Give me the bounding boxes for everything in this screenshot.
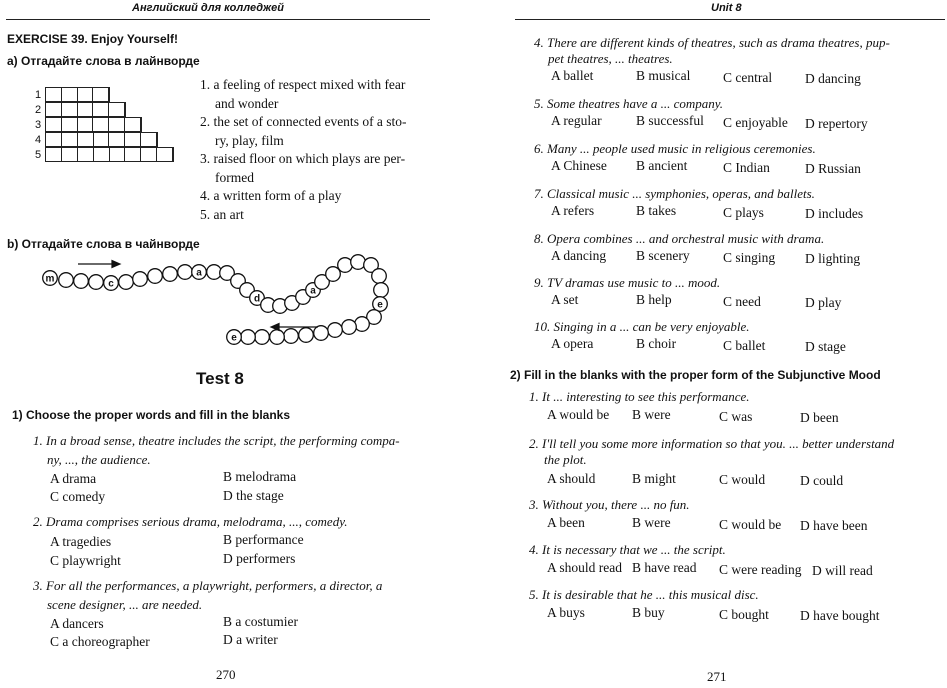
option: C playwright	[50, 553, 121, 568]
question-text: pet theatres, ... theatres.	[548, 51, 673, 66]
question-text: scene designer, ... are needed.	[47, 597, 203, 612]
option: D play	[805, 295, 842, 310]
grid-row-1	[45, 87, 110, 102]
option: C comedy	[50, 489, 106, 504]
option: C plays	[723, 205, 764, 220]
question-text: 7. Classical music ... symphonies, operas, and ballets.	[534, 186, 815, 201]
chain-bead	[255, 330, 270, 345]
option: A should	[547, 471, 596, 486]
option: B melodrama	[223, 469, 297, 484]
clue-line: 2. the set of connected events of a sto-	[200, 114, 407, 129]
chain-bead	[338, 258, 353, 273]
question-text: 1. In a broad sense, theatre includes the script, the performing compa-	[33, 433, 400, 448]
clue-line: 1. a feeling of respect mixed with fear	[200, 77, 406, 92]
grid-row-number: 1	[35, 89, 42, 101]
question-text: 8. Opera combines ... and orchestral music with drama.	[534, 231, 825, 246]
page-number: 270	[216, 667, 236, 682]
section2-title: 2) Fill in the blanks with the proper form of the Subjunctive Mood	[510, 368, 881, 382]
question-text: 3. For all the performances, a playwright, performers, a director, a	[33, 578, 383, 593]
option: C central	[723, 70, 773, 85]
chain-bead	[270, 330, 285, 345]
chain-bead	[314, 326, 329, 341]
option: C ballet	[723, 338, 766, 353]
part-b-title: b) Отгадайте слова в чайнворде	[7, 237, 200, 251]
chain-letter: a	[196, 267, 202, 279]
left-page	[0, 0, 470, 688]
option: A opera	[551, 336, 594, 351]
option: A dancing	[551, 248, 607, 263]
grid-row-5	[45, 147, 174, 162]
option: D dancing	[805, 71, 861, 86]
option: C would be	[719, 517, 782, 532]
question-text: 2. Drama comprises serious drama, melodrama, ..., comedy.	[33, 514, 348, 529]
option: B ancient	[636, 158, 688, 173]
right-page	[477, 0, 947, 688]
chain-bead	[351, 255, 366, 270]
option: C need	[723, 294, 761, 309]
page-number: 271	[707, 669, 727, 684]
option: B performance	[223, 532, 304, 547]
option: A Chinese	[551, 158, 607, 173]
clue-line: 5. an art	[200, 206, 244, 222]
option: C was	[719, 409, 753, 424]
option: B musical	[636, 68, 691, 83]
option: A tragedies	[50, 534, 112, 549]
option: C bought	[719, 607, 769, 622]
chain-bead	[284, 329, 299, 344]
question-text: 2. I'll tell you some more information so that you. ... better understand	[529, 436, 895, 451]
option: C enjoyable	[723, 115, 788, 130]
grid-row-number: 3	[35, 119, 42, 131]
clue-line: formed	[215, 169, 254, 185]
question-text: 4. It is necessary that we ... the script.	[529, 542, 726, 557]
option: B were	[632, 515, 671, 530]
option: B might	[632, 471, 676, 486]
grid-row-number: 2	[35, 104, 42, 116]
chain-bead	[372, 269, 387, 284]
option: D could	[800, 473, 844, 488]
option: A buys	[547, 605, 585, 620]
question-text: 3. Without you, there ... no fun.	[529, 497, 690, 512]
chain-bead	[163, 267, 178, 282]
option: A should read	[547, 560, 622, 575]
left-header: Английский для колледжей	[132, 2, 284, 14]
option: D have been	[800, 518, 868, 533]
test-title: Test 8	[196, 369, 244, 388]
option: D been	[800, 410, 839, 425]
question-text: 1. It ... interesting to see this performance.	[529, 389, 750, 404]
question-text: 5. It is desirable that he ... this musical disc.	[529, 587, 759, 602]
option: D stage	[805, 339, 846, 354]
grid-row-3	[45, 117, 142, 132]
option: A dancers	[50, 616, 104, 631]
option: B choir	[636, 336, 677, 351]
chain-bead	[355, 317, 370, 332]
lineword-clues	[200, 76, 407, 224]
section1-title: 1) Choose the proper words and fill in the blanks	[12, 408, 291, 422]
chain-letter: c	[108, 278, 114, 290]
option: A ballet	[551, 68, 594, 83]
option: D will read	[812, 563, 873, 578]
clue-line: and wonder	[215, 95, 279, 111]
option: B a costumier	[223, 614, 298, 629]
option: D repertory	[805, 116, 868, 131]
clue-line: ry, play, film	[215, 132, 284, 148]
chain-bead	[328, 323, 343, 338]
option: A would be	[547, 407, 610, 422]
option: D performers	[223, 551, 296, 566]
chain-bead	[178, 265, 193, 280]
grid-row-2	[45, 102, 126, 117]
chain-letter: a	[310, 285, 316, 297]
option: A been	[547, 515, 585, 530]
chain-letter: e	[231, 332, 237, 344]
chain-bead	[374, 283, 389, 298]
question-text: ny, ..., the audience.	[47, 452, 151, 467]
option: C Indian	[723, 160, 770, 175]
chain-bead	[342, 320, 357, 335]
question-text: 10. Singing in a ... can be very enjoyable.	[534, 319, 750, 334]
question-text: the plot.	[544, 452, 587, 467]
option: B successful	[636, 113, 704, 128]
chain-bead	[241, 330, 256, 345]
chain-letter: m	[45, 273, 55, 285]
exercise-title: EXERCISE 39. Enjoy Yourself!	[7, 32, 178, 46]
option: C were reading	[719, 562, 802, 577]
chain-bead	[74, 274, 89, 289]
chain-letter: e	[377, 299, 383, 311]
option: C singing	[723, 250, 776, 265]
chain-bead	[59, 273, 74, 288]
option: B scenery	[636, 248, 690, 263]
option: B takes	[636, 203, 677, 218]
option: D Russian	[805, 161, 861, 176]
grid-row-number: 5	[35, 149, 42, 161]
question-text: 9. TV dramas use music to ... mood.	[534, 275, 721, 290]
clue-line: 3. raised floor on which plays are per-	[200, 151, 406, 166]
option: A drama	[50, 471, 97, 486]
option: C would	[719, 472, 766, 487]
right-header-rule	[515, 19, 945, 20]
option: B help	[636, 292, 672, 307]
chain-bead	[207, 265, 222, 280]
option: B buy	[632, 605, 665, 620]
chain-bead	[133, 272, 148, 287]
option: A regular	[551, 113, 602, 128]
option: D lighting	[805, 251, 861, 266]
question-text: 5. Some theatres have a ... company.	[534, 96, 724, 111]
option: B were	[632, 407, 671, 422]
question-text: 6. Many ... people used music in religious ceremonies.	[534, 141, 816, 156]
option: D the stage	[223, 488, 284, 503]
chain-bead	[299, 328, 314, 343]
clue-line: 4. a written form of a play	[200, 188, 342, 203]
option: D have bought	[800, 608, 880, 623]
right-header: Unit 8	[711, 2, 742, 14]
option: A set	[551, 292, 579, 307]
part-a-title: a) Отгадайте слова в лайнворде	[7, 54, 200, 68]
chain-letter: d	[253, 293, 261, 305]
option: B have read	[632, 560, 697, 575]
option: D a writer	[223, 632, 278, 647]
chain-bead	[119, 275, 134, 290]
question-text: 4. There are different kinds of theatres, such as drama theatres, pup-	[534, 35, 890, 50]
left-header-rule	[6, 19, 430, 20]
grid-row-4	[45, 132, 158, 147]
grid-row-number: 4	[35, 134, 42, 146]
chainword-diagram	[0, 250, 470, 350]
chain-bead	[89, 275, 104, 290]
chain-bead	[148, 269, 163, 284]
option: D includes	[805, 206, 864, 221]
option: A refers	[551, 203, 595, 218]
option: C a choreographer	[50, 634, 150, 649]
